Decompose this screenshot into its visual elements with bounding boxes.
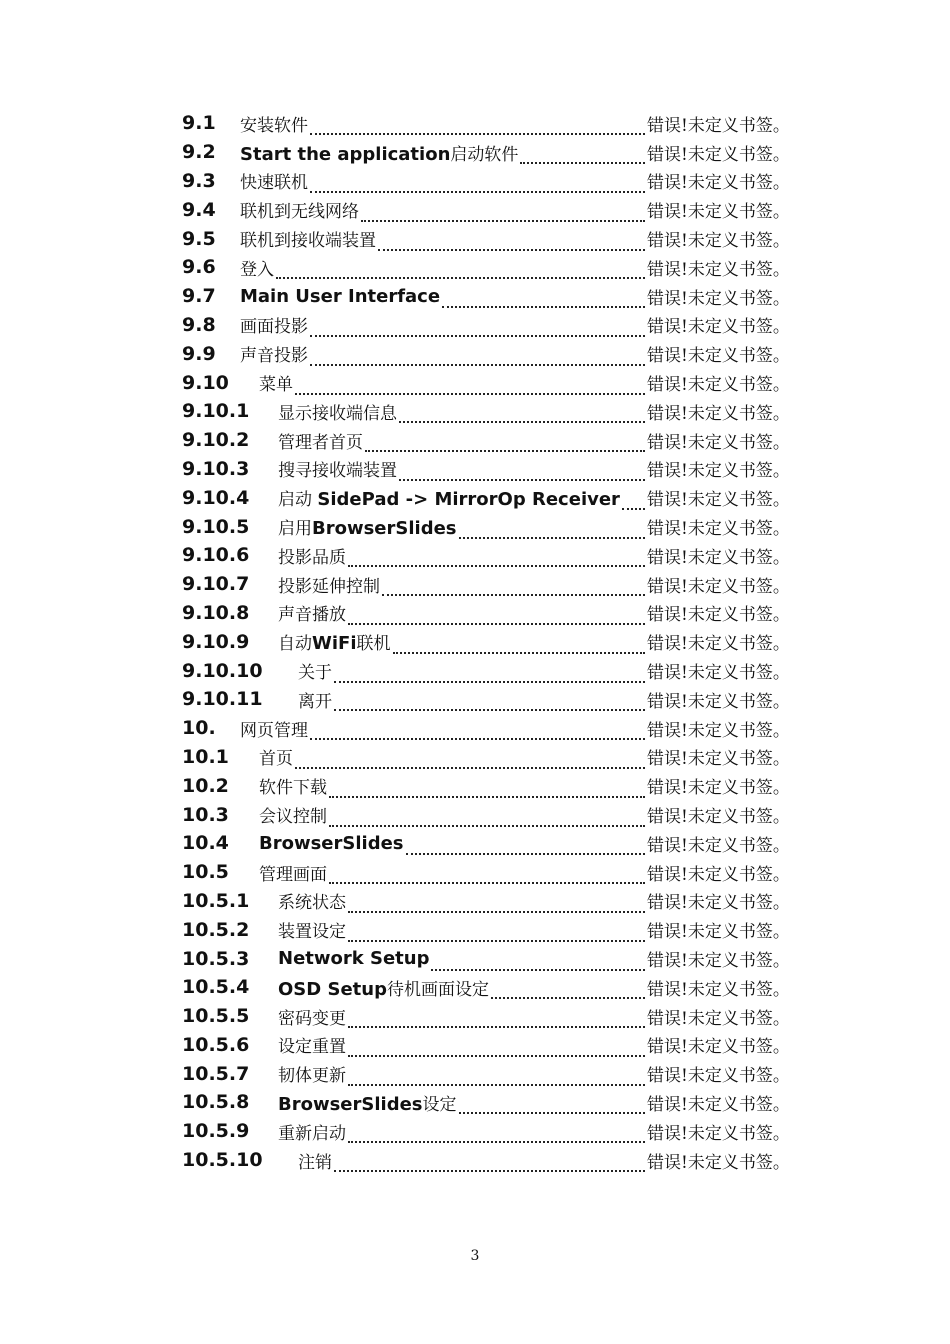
toc-entry-title-segment: 重新启动: [278, 1123, 346, 1144]
toc-entry-page-ref: 错误!未定义书签。: [647, 259, 790, 280]
dot-leader: [459, 519, 645, 539]
toc-entry-number: 9.10.2: [182, 429, 250, 452]
toc-entry-title-segment: 启动软件: [450, 144, 519, 165]
toc-entry[interactable]: [182, 599, 807, 628]
toc-entry[interactable]: [182, 627, 807, 656]
toc-entry[interactable]: [182, 311, 807, 340]
toc-entry-page-ref: 错误!未定义书签。: [647, 922, 790, 943]
toc-entry-page-ref: 错误!未定义书签。: [647, 115, 790, 136]
dot-leader: [295, 749, 645, 769]
toc-entry-page-ref: 错误!未定义书签。: [647, 288, 790, 309]
toc-entry-title: [259, 802, 327, 827]
toc-entry-title: [278, 1061, 346, 1086]
dot-leader: [329, 864, 645, 884]
toc-entry[interactable]: [182, 944, 807, 973]
toc-entry-number: 9.9: [182, 342, 216, 365]
toc-entry-title: [278, 428, 363, 453]
toc-entry[interactable]: [182, 397, 807, 426]
toc-entry-number: 10.: [182, 717, 216, 740]
toc-entry-title-segment: 登入: [240, 259, 274, 280]
toc-entry-title-segment: 系统状态: [278, 893, 346, 914]
toc-entry[interactable]: [182, 858, 807, 887]
toc-entry-title: [278, 1004, 346, 1029]
toc-entry-page-ref: 错误!未定义书签。: [647, 576, 790, 597]
toc-entry-title-segment: 装置设定: [278, 922, 346, 943]
toc-entry-number: 10.5.9: [182, 1120, 250, 1143]
dot-leader: [348, 1066, 645, 1086]
toc-entry-title-segment: 韧体更新: [278, 1066, 346, 1087]
toc-entry-title-segment: 首页: [259, 749, 293, 770]
toc-entry-page-ref: 错误!未定义书签。: [647, 749, 790, 770]
dot-leader: [310, 317, 645, 337]
toc-entry-page-ref: 错误!未定义书签。: [647, 490, 790, 511]
toc-entry-title: [259, 773, 327, 798]
toc-entry-title: [278, 456, 397, 481]
dot-leader: [310, 720, 645, 740]
toc-entry[interactable]: [182, 973, 807, 1002]
toc-entry[interactable]: [182, 483, 807, 512]
dot-leader: [329, 778, 645, 798]
dot-leader: [382, 576, 645, 596]
dot-leader: [295, 375, 645, 395]
toc-entry-title: [240, 341, 308, 366]
toc-entry-number: 9.10.5: [182, 515, 250, 538]
toc-entry-number: 9.1: [182, 112, 216, 135]
toc-entry-number: 10.2: [182, 774, 229, 797]
toc-entry-title-segment: 设定重置: [278, 1037, 346, 1058]
dot-leader: [459, 1094, 645, 1114]
toc-entry-title: [278, 975, 489, 1000]
dot-leader: [622, 490, 645, 510]
dot-leader: [361, 202, 645, 222]
toc-entry[interactable]: [182, 224, 807, 253]
toc-entry-title: [259, 833, 404, 854]
toc-entry-title: [278, 1032, 346, 1057]
dot-leader: [520, 144, 645, 164]
toc-entry-title-segment: 投影品质: [278, 547, 346, 568]
toc-entry-title: [298, 687, 332, 712]
toc-entry-title-segment: 自动: [278, 634, 312, 655]
toc-entry-title-segment: 安装软件: [240, 115, 308, 136]
toc-entry-title-segment: 注销: [298, 1152, 332, 1173]
toc-entry-number: 9.7: [182, 285, 216, 308]
toc-entry-title: [259, 744, 293, 769]
toc-entry-page-ref: 错误!未定义书签。: [647, 1008, 790, 1029]
toc-entry-page-ref: 错误!未定义书签。: [647, 403, 790, 424]
toc-entry-title-segment: 联机到接收端装置: [240, 231, 376, 252]
dot-leader: [348, 1037, 645, 1057]
toc-entry-title: [240, 197, 359, 222]
toc-entry-page-ref: 错误!未定义书签。: [647, 317, 790, 338]
dot-leader: [348, 893, 645, 913]
toc-entry[interactable]: [182, 714, 807, 743]
toc-entry-title-segment: BrowserSlides: [312, 518, 457, 540]
toc-entry[interactable]: [182, 282, 807, 311]
toc-entry-title: [278, 600, 346, 625]
toc-entry-title: [298, 658, 332, 683]
toc-entry-title-segment: 密码变更: [278, 1008, 346, 1029]
toc-entry-number: 10.4: [182, 832, 229, 855]
toc-entry-number: 10.5.7: [182, 1062, 250, 1085]
toc-entry-page-ref: 错误!未定义书签。: [647, 835, 790, 856]
toc-entry[interactable]: [182, 167, 807, 196]
toc-entry[interactable]: [182, 195, 807, 224]
toc-entry-title-segment: 网页管理: [240, 720, 308, 741]
toc-entry-title-segment: 管理者首页: [278, 432, 363, 453]
toc-entry-title-segment: 快速联机: [240, 173, 308, 194]
toc-entry-title-segment: 启动: [278, 490, 318, 511]
toc-entry-number: 10.5.5: [182, 1005, 250, 1028]
toc-entry-title-segment: 声音播放: [278, 605, 346, 626]
toc-entry-page-ref: 错误!未定义书签。: [647, 461, 790, 482]
toc-entry-title-segment: 离开: [298, 691, 332, 712]
toc-entry-number: 9.4: [182, 198, 216, 221]
toc-entry[interactable]: [182, 368, 807, 397]
toc-entry-page-ref: 错误!未定义书签。: [647, 951, 790, 971]
toc-entry[interactable]: [182, 570, 807, 599]
toc-entry-title: [278, 485, 620, 510]
toc-entry[interactable]: [182, 455, 807, 484]
toc-entry-title: [278, 948, 429, 969]
toc-entry-title: [278, 399, 397, 424]
toc-entry-page-ref: 错误!未定义书签。: [647, 663, 790, 684]
toc-entry-title: [278, 543, 346, 568]
toc-entry[interactable]: [182, 541, 807, 570]
toc-entry[interactable]: [182, 253, 807, 282]
toc-entry-page-ref: 错误!未定义书签。: [647, 634, 790, 655]
dot-leader: [329, 807, 645, 827]
toc-entry[interactable]: [182, 743, 807, 772]
dot-leader: [406, 835, 645, 855]
toc-entry-number: 9.10.6: [182, 544, 250, 567]
toc-entry-title: [240, 140, 518, 165]
toc-entry-title-segment: 会议控制: [259, 807, 327, 828]
toc-entry-number: 10.5.4: [182, 976, 250, 999]
toc-entry-page-ref: 错误!未定义书签。: [647, 375, 790, 396]
table-of-contents: [182, 109, 807, 1174]
toc-entry[interactable]: [182, 109, 807, 138]
toc-entry-title-segment: 搜寻接收端装置: [278, 461, 397, 482]
toc-entry-title: [240, 168, 308, 193]
toc-entry-page-ref: 错误!未定义书签。: [647, 605, 790, 626]
toc-entry-title-segment: 管理画面: [259, 864, 327, 885]
toc-entry[interactable]: [182, 426, 807, 455]
toc-entry-number: 10.5: [182, 861, 229, 884]
toc-entry[interactable]: [182, 685, 807, 714]
toc-entry-page-ref: 错误!未定义书签。: [647, 979, 790, 1000]
toc-entry-number: 9.2: [182, 141, 216, 164]
dot-leader: [334, 663, 645, 683]
toc-entry-number: 9.10: [182, 371, 229, 394]
toc-entry-number: 10.5.8: [182, 1091, 250, 1114]
dot-leader: [348, 922, 645, 942]
toc-entry-page-ref: 错误!未定义书签。: [647, 864, 790, 885]
toc-entry-title-segment: 联机到无线网络: [240, 202, 359, 223]
toc-entry-title-segment: 关于: [298, 663, 332, 684]
toc-entry-page-ref: 错误!未定义书签。: [647, 1094, 790, 1115]
toc-entry-page-ref: 错误!未定义书签。: [647, 173, 790, 194]
toc-entry-title: [259, 860, 327, 885]
toc-entry-page-ref: 错误!未定义书签。: [647, 720, 790, 741]
dot-leader: [310, 115, 645, 135]
dot-leader: [310, 346, 645, 366]
toc-entry-title: [278, 572, 380, 597]
toc-entry-title-segment: 投影延伸控制: [278, 576, 380, 597]
toc-entry-title: [278, 1090, 457, 1115]
toc-entry-title-segment: BrowserSlides: [259, 832, 404, 854]
toc-entry-title: [259, 370, 293, 395]
toc-entry-title: [278, 514, 457, 539]
toc-entry-page-ref: 错误!未定义书签。: [647, 1037, 790, 1058]
toc-entry-title-segment: BrowserSlides: [278, 1093, 423, 1115]
toc-entry-title: [278, 888, 346, 913]
dot-leader: [348, 605, 645, 625]
toc-entry-title: [240, 255, 274, 280]
toc-entry-title-segment: 待机画面设定: [386, 979, 489, 1000]
toc-entry-number: 10.5.2: [182, 918, 250, 941]
toc-entry[interactable]: [182, 800, 807, 829]
toc-entry-number: 9.10.9: [182, 630, 250, 653]
toc-entry-title: [240, 111, 308, 136]
toc-entry-title-segment: 启用: [278, 519, 312, 540]
toc-entry-page-ref: 错误!未定义书签。: [647, 893, 790, 914]
toc-entry-page-ref: 错误!未定义书签。: [647, 1066, 790, 1087]
dot-leader: [491, 979, 645, 999]
toc-entry-page-ref: 错误!未定义书签。: [647, 346, 790, 367]
toc-entry-page-ref: 错误!未定义书签。: [647, 807, 790, 828]
toc-entry-number: 9.8: [182, 313, 216, 336]
toc-entry-page-ref: 错误!未定义书签。: [647, 202, 790, 223]
toc-entry-title: [298, 1148, 332, 1173]
dot-leader: [348, 547, 645, 567]
toc-entry-number: 9.6: [182, 256, 216, 279]
toc-entry-title: [278, 629, 391, 654]
toc-entry-number: 10.5.1: [182, 889, 250, 912]
toc-entry-number: 10.1: [182, 745, 229, 768]
toc-entry-title-segment: Start the application: [240, 143, 451, 165]
toc-entry-number: 9.10.1: [182, 400, 250, 423]
dot-leader: [348, 1123, 645, 1143]
toc-entry-title-segment: WiFi: [312, 633, 357, 655]
toc-entry-title-segment: 设定: [422, 1094, 457, 1115]
toc-entry-page-ref: 错误!未定义书签。: [647, 231, 790, 252]
toc-entry-page-ref: 错误!未定义书签。: [647, 691, 790, 712]
toc-entry-title-segment: 联机: [356, 634, 391, 655]
toc-entry-page-ref: 错误!未定义书签。: [647, 144, 790, 165]
toc-entry-number: 9.10.8: [182, 601, 250, 624]
toc-entry-number: 10.5.3: [182, 947, 250, 970]
toc-entry[interactable]: [182, 1088, 807, 1117]
toc-entry-title-segment: 画面投影: [240, 317, 308, 338]
dot-leader: [348, 1008, 645, 1028]
toc-entry-number: 10.3: [182, 803, 229, 826]
dot-leader: [393, 634, 646, 654]
toc-entry[interactable]: [182, 1117, 807, 1146]
toc-entry-page-ref: 错误!未定义书签。: [647, 1152, 790, 1173]
toc-entry-number: 9.10.4: [182, 486, 250, 509]
dot-leader: [442, 288, 645, 308]
toc-entry-title-segment: 显示接收端信息: [278, 403, 397, 424]
toc-entry-number: 9.10.10: [182, 659, 263, 682]
toc-entry[interactable]: [182, 1002, 807, 1031]
toc-entry-title: [240, 226, 376, 251]
toc-entry-number: 10.5.6: [182, 1033, 250, 1056]
toc-entry-title-segment: 菜单: [259, 375, 293, 396]
toc-entry-title: [240, 312, 308, 337]
toc-entry-number: 9.10.11: [182, 688, 263, 711]
toc-entry[interactable]: [182, 1031, 807, 1060]
toc-entry-title: [278, 917, 346, 942]
toc-entry-title-segment: SidePad -> MirrorOp Receiver: [317, 489, 620, 511]
toc-entry-page-ref: 错误!未定义书签。: [647, 547, 790, 568]
dot-leader: [334, 691, 645, 711]
toc-entry[interactable]: [182, 339, 807, 368]
toc-entry-page-ref: 错误!未定义书签。: [647, 778, 790, 799]
toc-entry-page-ref: 错误!未定义书签。: [647, 1123, 790, 1144]
dot-leader: [399, 461, 645, 481]
toc-entry[interactable]: [182, 1146, 807, 1175]
toc-entry-page-ref: 错误!未定义书签。: [647, 519, 790, 540]
toc-entry-page-ref: 错误!未定义书签。: [647, 432, 790, 453]
dot-leader: [431, 951, 645, 971]
toc-entry[interactable]: [182, 138, 807, 167]
page-number: 3: [470, 1248, 480, 1264]
toc-entry-title-segment: OSD Setup: [278, 978, 387, 1000]
toc-entry-title: [278, 1119, 346, 1144]
dot-leader: [334, 1152, 645, 1172]
dot-leader: [310, 173, 645, 193]
toc-entry-title-segment: Network Setup: [278, 948, 430, 969]
toc-entry-title-segment: 软件下载: [259, 778, 327, 799]
toc-entry-title: [240, 286, 440, 307]
toc-entry-number: 9.10.7: [182, 573, 250, 596]
dot-leader: [276, 259, 645, 279]
toc-entry[interactable]: [182, 771, 807, 800]
toc-entry-number: 10.5.10: [182, 1149, 263, 1172]
toc-entry[interactable]: [182, 915, 807, 944]
toc-entry-title-segment: 声音投影: [240, 346, 308, 367]
toc-entry-number: 9.3: [182, 169, 216, 192]
toc-entry-number: 9.5: [182, 227, 216, 250]
dot-leader: [378, 231, 645, 251]
toc-entry[interactable]: [182, 829, 807, 858]
dot-leader: [365, 432, 645, 452]
toc-entry-number: 9.10.3: [182, 457, 250, 480]
toc-entry-title: [240, 716, 308, 741]
toc-entry[interactable]: [182, 512, 807, 541]
toc-entry[interactable]: [182, 1059, 807, 1088]
dot-leader: [399, 403, 645, 423]
toc-entry-title-segment: Main User Interface: [240, 285, 441, 307]
toc-entry[interactable]: [182, 887, 807, 916]
toc-entry[interactable]: [182, 656, 807, 685]
